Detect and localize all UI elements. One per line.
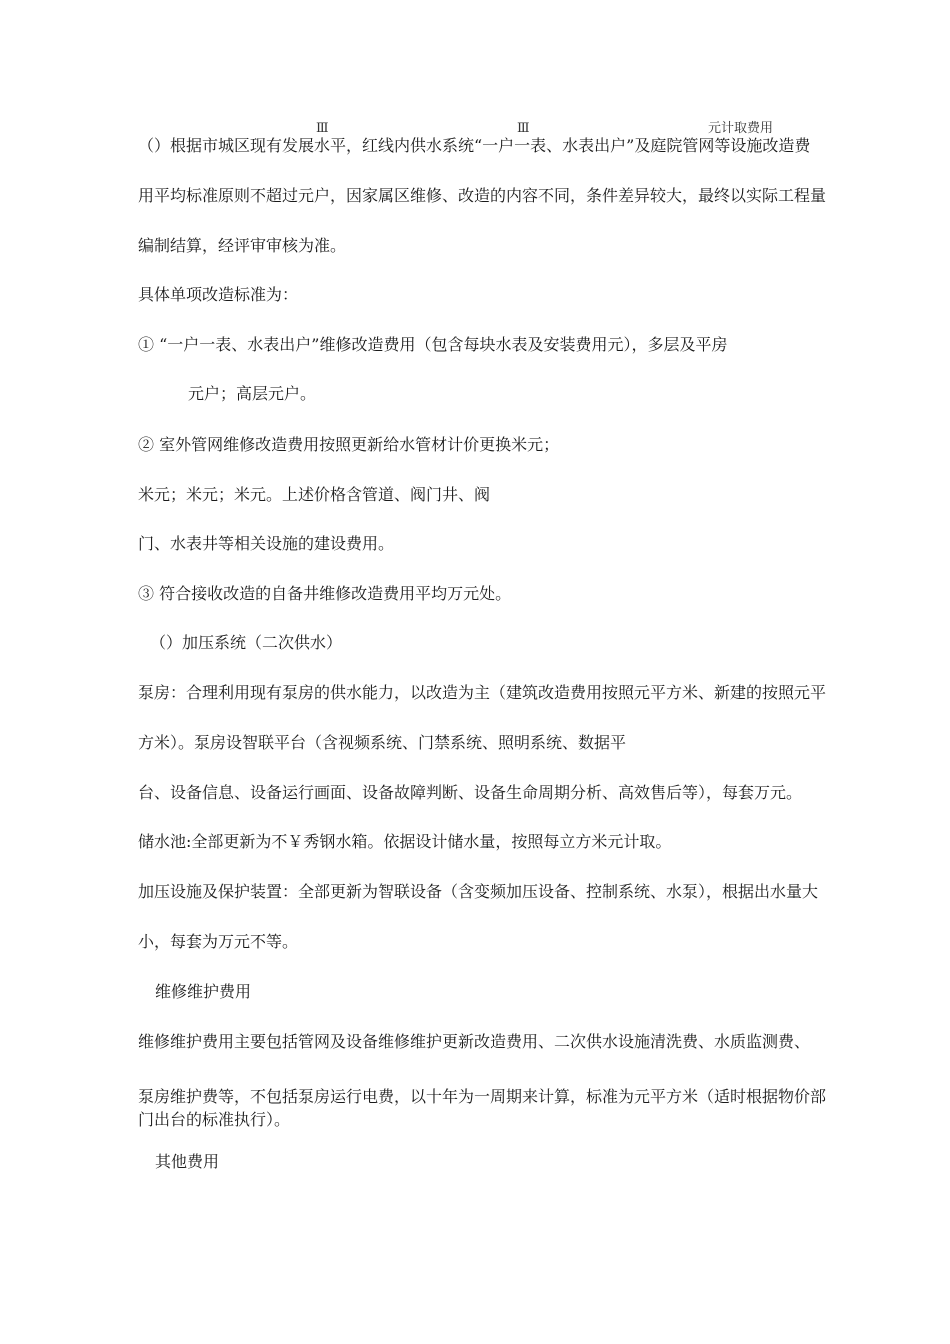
section-heading: 其他费用	[155, 1152, 220, 1171]
paragraph-line: 米元；米元；米元。上述价格含管道、阀门井、阀	[138, 485, 491, 504]
paragraph-line: 储水池:全部更新为不￥秀钢水箱。依据设计储水量，按照每立方米元计取。	[138, 832, 672, 851]
paragraph-line: 泵房：合理利用现有泵房的供水能力，以改造为主（建筑改造费用按照元平方米、新建的按照元平	[138, 683, 827, 702]
paragraph-line: 方米）。泵房设智联平台（含视频系统、门禁系统、照明系统、数据平	[138, 733, 627, 752]
paragraph-line: 门、水表井等相关设施的建设费用。	[138, 534, 395, 553]
paragraph-line: 具体单项改造标准为：	[138, 285, 299, 304]
section-heading: （）加压系统（二次供水）	[150, 633, 343, 652]
paragraph-line: 台、设备信息、设备运行画面、设备故障判断、设备生命周期分析、高效售后等），每套万元。	[138, 783, 803, 802]
paragraph-line: 用平均标准原则不超过元户，因家属区维修、改造的内容不同，条件差异较大，最终以实际工程量	[138, 186, 827, 205]
section-heading: 维修维护费用	[155, 982, 252, 1001]
paragraph-line: 泵房维护费等，不包括泵房运行电费，以十年为一周期来计算，标准为元平方米（适时根据物价部	[138, 1087, 827, 1106]
list-item-3: ③ 符合接收改造的自备井维修改造费用平均万元处。	[138, 584, 512, 603]
paragraph-line: 门出台的标准执行）。	[138, 1110, 291, 1129]
paragraph-line: 编制结算，经评审审核为准。	[138, 236, 347, 255]
clipped-glyph-fragment: Ⅲ	[316, 121, 329, 136]
paragraph-line: 加压设施及保护装置：全部更新为智联设备（含变频加压设备、控制系统、水泵），根据出水量大	[138, 882, 819, 901]
paragraph-line: （）根据市城区现有发展水平，红线内供水系统“一户一表、水表出户”及庭院管网等设施改造费	[138, 136, 811, 155]
list-item-2: ② 室外管网维修改造费用按照更新给水管材计价更换米元；	[138, 435, 560, 454]
clipped-glyph-fragment: Ⅲ	[517, 121, 530, 136]
paragraph-line: 维修维护费用主要包括管网及设备维修维护更新改造费用、二次供水设施清洗费、水质监测费、	[138, 1032, 811, 1051]
list-item-1: ① “一户一表、水表出户”维修改造费用（包含每块水表及安装费用元），多层及平房	[138, 335, 728, 354]
list-item-1-continuation: 元户；高层元户。	[188, 384, 317, 403]
paragraph-line: 小，每套为万元不等。	[138, 932, 299, 951]
clipped-text-fragment: 元计取费用	[708, 121, 774, 136]
